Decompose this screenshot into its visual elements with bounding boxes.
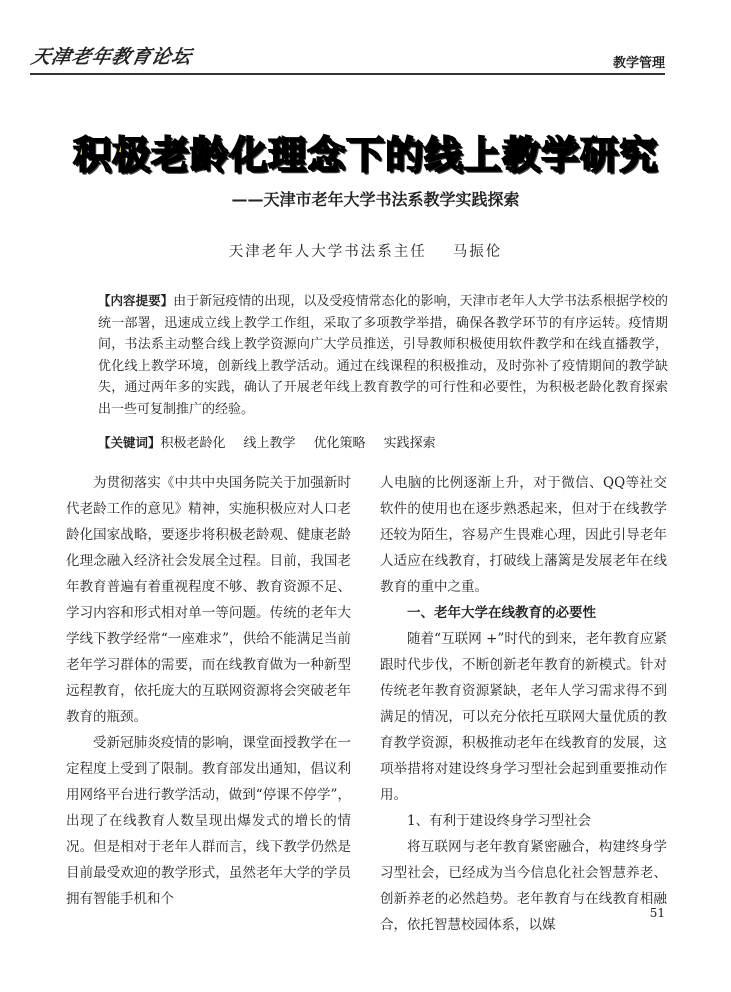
body-paragraph: 为贯彻落实《中共中央国务院关于加强新时代老龄工作的意见》精神，实施积极应对人口老龄化国家战略，要逐步将积极老龄观、健康老龄化理念融入经济社会发展全过程。目前，我国老年教育普遍有着重视程度不够、教育资源不足、学习内容和形式相对单一等问题。传统的老年大学线下教学经常“一座难求”，供给不能满足当前老年学习群体的需要，而在线教育做为一种新型远程教育，依托庞大的互联网资源将会突破老年教育的瓶颈。 [66,475,351,725]
section-heading: 一、老年大学在线教育的必要性 [407,605,596,621]
abstract-text: 由于新冠疫情的出现，以及受疫情常态化的影响，天津市老年人大学书法系根据学校的统一部署，迅速成立线上教学工作组，采取了多项教学举措，确保各教学环节的有序运转。疫情期间，书法系主动整合线上教学资源向广大学员推送，引导教师积极使用软件教学和在线直播教学，优化线上教学环境，创新线上教学活动。通过在线课程的积极推动，及时弥补了疫情期间的教学缺失，通过两年多的实践，确认了开展老年线上教育教学的可行性和必要性，为积极老龄化教育探索出一些可复制推广的经验。 [98,294,668,417]
body-paragraph: 受新冠肺炎疫情的影响，课堂面授教学在一定程度上受到了限制。教育部发出通知，倡议利用网络平台进行教学活动，做到“停课不停学”，出现了在线教育人数呈现出爆发式的增长的情况。但是相对于老年人群而言，线下教学仍然是目前最受欢迎的教学形式，虽然老年大学的学员拥有智能手机和个 [66,735,351,907]
page-number: 51 [649,906,665,920]
article-title: 积极老龄化理念下的线上教学研究 [72,133,658,177]
author-name: 马振伦 [452,244,503,260]
right-column [380,470,667,938]
keyword: 线上教学 [243,436,296,451]
article-subtitle: ——天津市老年大学书法系教学实践探索 [231,190,520,209]
author-affiliation: 天津老年人大学书法系主任 [228,244,427,260]
author-line [0,240,731,261]
header-rule [30,73,665,75]
abstract-label: 【内容提要】 [98,293,174,308]
section-label: 教学管理 [612,56,665,71]
body-paragraph: 随着“互联网 +”时代的到来，老年教育应紧跟时代步伐，不断创新老年教育的新模式。针对传统老年教育资源紧缺，老年人学习需求得不到满足的情况，可以充分依托互联网大量优质的教育教学资源，积极推动老年在线教育的发展，这项举措将对建设终身学习型社会起到重要推动作用。 [380,631,667,803]
journal-logo: 天津老年教育论坛 [29,46,195,68]
keywords [98,432,668,454]
abstract [98,290,668,420]
subsection-heading: 1、有利于建设终身学习型社会 [407,813,592,829]
keyword: 积极老龄化 [160,436,226,451]
keywords-label: 【关键词】 [98,435,161,450]
body-paragraph: 人电脑的比例逐渐上升，对于微信、QQ等社交软件的使用也在逐步熟悉起来，但对于在线教学还较为陌生，容易产生畏难心理，因此引导老年人适应在线教育，打破线上藩篱是发展老年在线教育的重中之重。 [380,475,667,595]
body-paragraph: 将互联网与老年教育紧密融合，构建终身学习型社会，已经成为当今信息化社会智慧养老、创新养老的必然趋势。老年教育与在线教育相融合，依托智慧校园体系，以媒 [380,839,667,933]
left-column [66,470,351,912]
keyword: 实践探索 [383,436,436,451]
keyword: 优化策略 [313,436,366,451]
